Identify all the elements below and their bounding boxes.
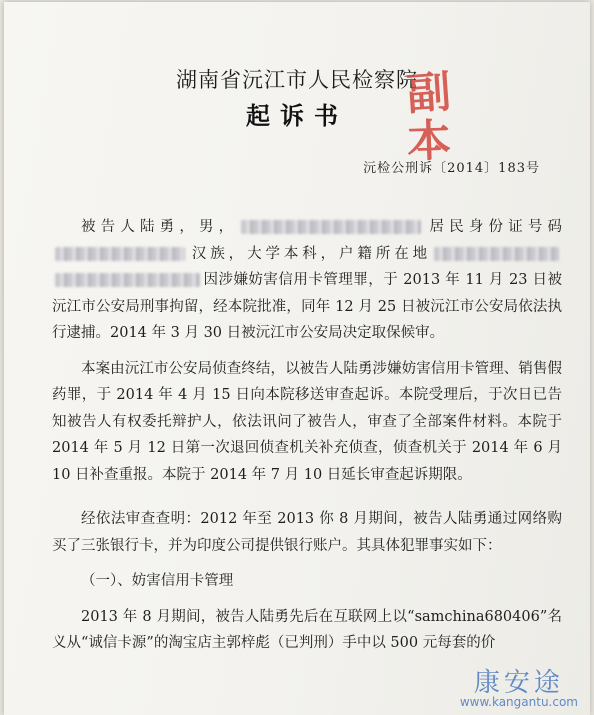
redacted-block [55, 273, 200, 287]
defendant-intro: 被告人陆勇，男， [81, 219, 239, 235]
document-page [4, 2, 590, 715]
stamp-char-2: 本 [406, 115, 452, 168]
document-body [52, 214, 562, 657]
copy-stamp [402, 66, 456, 168]
redacted-block [55, 247, 185, 261]
case-review-paragraph: 本案由沅江市公安局侦查终结，以被告人陆勇涉嫌妨害信用卡管理、销售假药罪，于 2014 年 4 月 15 日向本院移送审查起诉。本院受理后，于次日已告知被告人有权委托辩护人，依法讯问了被告人，审查了全部案件材料。本院于 2014 年 5 月 12 日第一次退回侦查机关补充侦查，侦查机关于 2014 年 6 月 10 日补查重报。本院于 2014 年 7 月 10 日延长审查起诉期限。 [52, 360, 562, 483]
defendant-details: 汉族，大学本科，户籍所在地 [188, 245, 431, 262]
redacted-block [241, 220, 421, 234]
detention-record: 因涉嫌妨害信用卡管理罪，于 2013 年 11 月 23 日被沅江市公安局刑事拘留，经本院批准，同年 12 月 25 日被沅江市公安局依法执行逮捕。2014 年 3 月 30 日被沅江市公安局决定取保候审。 [52, 272, 562, 341]
issuing-organization: 湖南省沅江市人民检察院 [176, 68, 418, 92]
site-watermark [460, 662, 578, 709]
stamp-char-1: 副 [405, 66, 453, 121]
document-number: 沅检公刑诉〔2014〕183号 [363, 161, 540, 176]
facts-paragraph: 经依法审查查明：2012 年至 2013 你 8 月期间，被告人陆勇通过网络购买了三张银行卡，并为印度公司提供银行账户。其具体犯罪事实如下： [52, 511, 562, 554]
section-paragraph: 2013 年 8 月期间，被告人陆勇先后在互联网上以“samchina680406”名义从“诚信卡源”的淘宝店主郭梓彪（已判刑）手中以 500 元每套的价 [52, 608, 562, 651]
watermark-url: www.kangantu.com [459, 695, 578, 709]
redacted-block [434, 247, 559, 261]
defendant-paragraph [52, 214, 562, 347]
watermark-title: 康安途 [473, 668, 564, 698]
id-number-label: 居民身份证号码 [424, 219, 563, 235]
section-heading: （一）、妨害信用卡管理 [81, 573, 234, 589]
document-title: 起诉书 [246, 101, 348, 130]
